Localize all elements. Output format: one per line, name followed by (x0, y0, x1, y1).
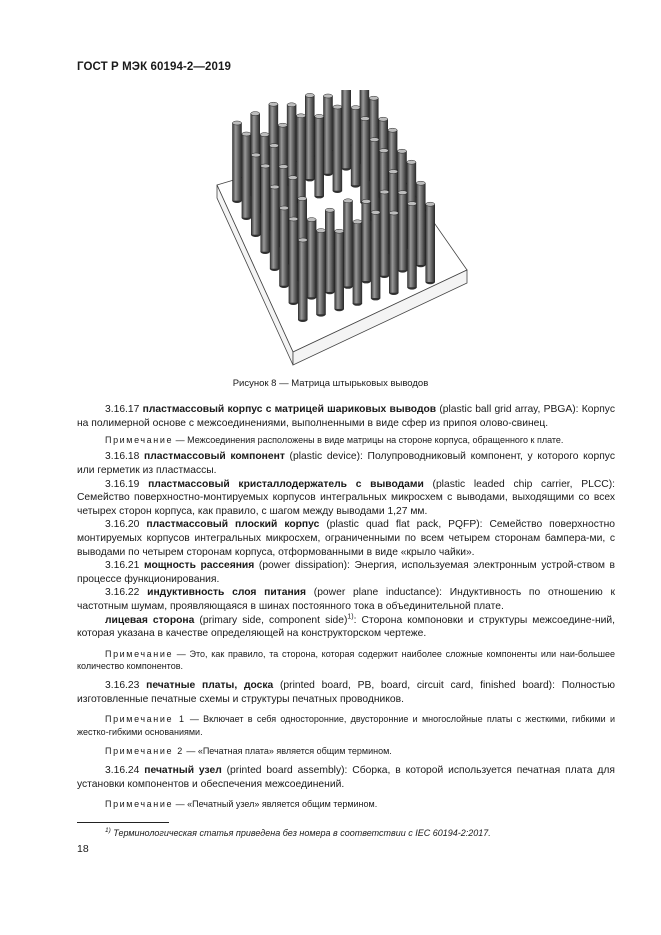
pin (426, 202, 435, 284)
term-entry: 3.16.17 пластмассовый корпус с матрицей шариковых выводов (plastic ball grid array, PBGA): Корпус на полимерной основе с межсоединениями, выполненными в виде сфер из припоя олово-свинец. (77, 404, 615, 429)
page-number: 18 (77, 843, 89, 855)
note: Примечание — Межсоединения расположены в виде матрицы на стороне корпуса, обращенного к плате. (105, 435, 564, 446)
term-entry: 3.16.21 мощность рассеяния (power dissipation): Энергия, используемая электронным устрой-ством в процессе функционирования. (77, 560, 615, 585)
term-entry: лицевая сторона (primary side, component side)$^{1)}$: Сторона компоновки и структуры межсоедине-ний, которая указана в качестве определяющей на конструкторском чертеже. (77, 613, 615, 640)
pin (270, 185, 279, 271)
pin (389, 211, 398, 295)
pin (408, 202, 417, 290)
pin (335, 229, 344, 311)
figure-caption: Рисунок 8 — Матрица штырьковых выводов (232, 378, 429, 389)
pin (287, 103, 296, 187)
pin (361, 117, 370, 205)
pin (353, 220, 362, 306)
pin (251, 153, 260, 237)
terms-body (77, 403, 615, 810)
pin (289, 217, 298, 305)
pin (380, 190, 389, 278)
pin (317, 229, 326, 317)
term-entry: 3.16.20 пластмассовый плоский корпус (plastic quad flat pack, PQFP): Семейство поверхностно монтируемых корпусов интегральных микросхем, ограниченными по всем четырем сторонам бампера-ми, с выводами по четырем сторонам корпуса, отформованными в виде «крыло чайки». (77, 519, 615, 558)
pin (416, 181, 425, 267)
term-entry: 3.16.19 пластмассовый кристаллодержатель с выводами (plastic leaded chip carrier, PLCC): Семейство поверхностно-монтируемых корпусов интегральных микросхем с выводами, выходящими со всех четырех сторон корпуса, как правило, с шагом между выводами 1,27 мм. (77, 478, 615, 517)
term-entry: 3.16.23 печатные платы, доска (printed board, PB, board, circuit card, finished board): Полностью изготовленные печатные схемы и структуры печатных проводников. (77, 680, 615, 705)
pin (398, 191, 407, 273)
term-entry: 3.16.24 печатный узел (printed board assembly): Сборка, в которой используется печатная плата для установки компонентов и обеспечения межсоединений. (77, 764, 615, 790)
pin (298, 238, 307, 322)
note: Примечание 2 — «Печатная плата» является общим термином. (105, 745, 392, 756)
pin (307, 218, 316, 300)
pin (370, 138, 379, 222)
pin (280, 206, 289, 288)
pin (351, 106, 360, 188)
pin (297, 114, 306, 204)
pin (342, 90, 351, 171)
pin (324, 94, 333, 176)
footnote-rule (77, 822, 169, 823)
term-entry: 3.16.22 индуктивность слоя питания (power plane inductance): Индуктивность по отношению к частотным шумам, проявляющаяся в шинах постоянного тока в объединительной плате. (77, 587, 615, 612)
pin (305, 93, 314, 181)
pin (242, 132, 251, 220)
note: Примечание — «Печатный узел» является общим термином. (105, 799, 378, 810)
pin (233, 121, 242, 203)
pin (325, 208, 334, 294)
pin-grid-array-drawing (205, 90, 475, 370)
footnote: $^{1)}$ Терминологическая статья приведена без номера в соответствии с IEC 60194-2:2017. (105, 827, 491, 838)
term-entry: 3.16.18 пластмассовый компонент (plastic device): Полупроводниковый компонент, у которого корпус или герметик из пластмассы. (77, 451, 615, 476)
pin-grid-array-figure (205, 90, 475, 370)
pin (315, 114, 324, 198)
note: Примечание — Это, как правило, та сторона, которая содержит наиболее сложные компоненты или наи-большее количество компонентов. (77, 648, 615, 671)
pin (362, 199, 371, 283)
document-header: ГОСТ Р МЭК 60194-2—2019 (77, 61, 231, 73)
pin (344, 199, 353, 289)
pin (333, 105, 342, 193)
pin (371, 210, 380, 300)
pin (261, 164, 270, 254)
note: Примечание 1 — Включает в себя односторонние, двусторонние и многослойные платы с жесткими, гибкими и жестко-гибкими основаниями. (77, 714, 615, 737)
